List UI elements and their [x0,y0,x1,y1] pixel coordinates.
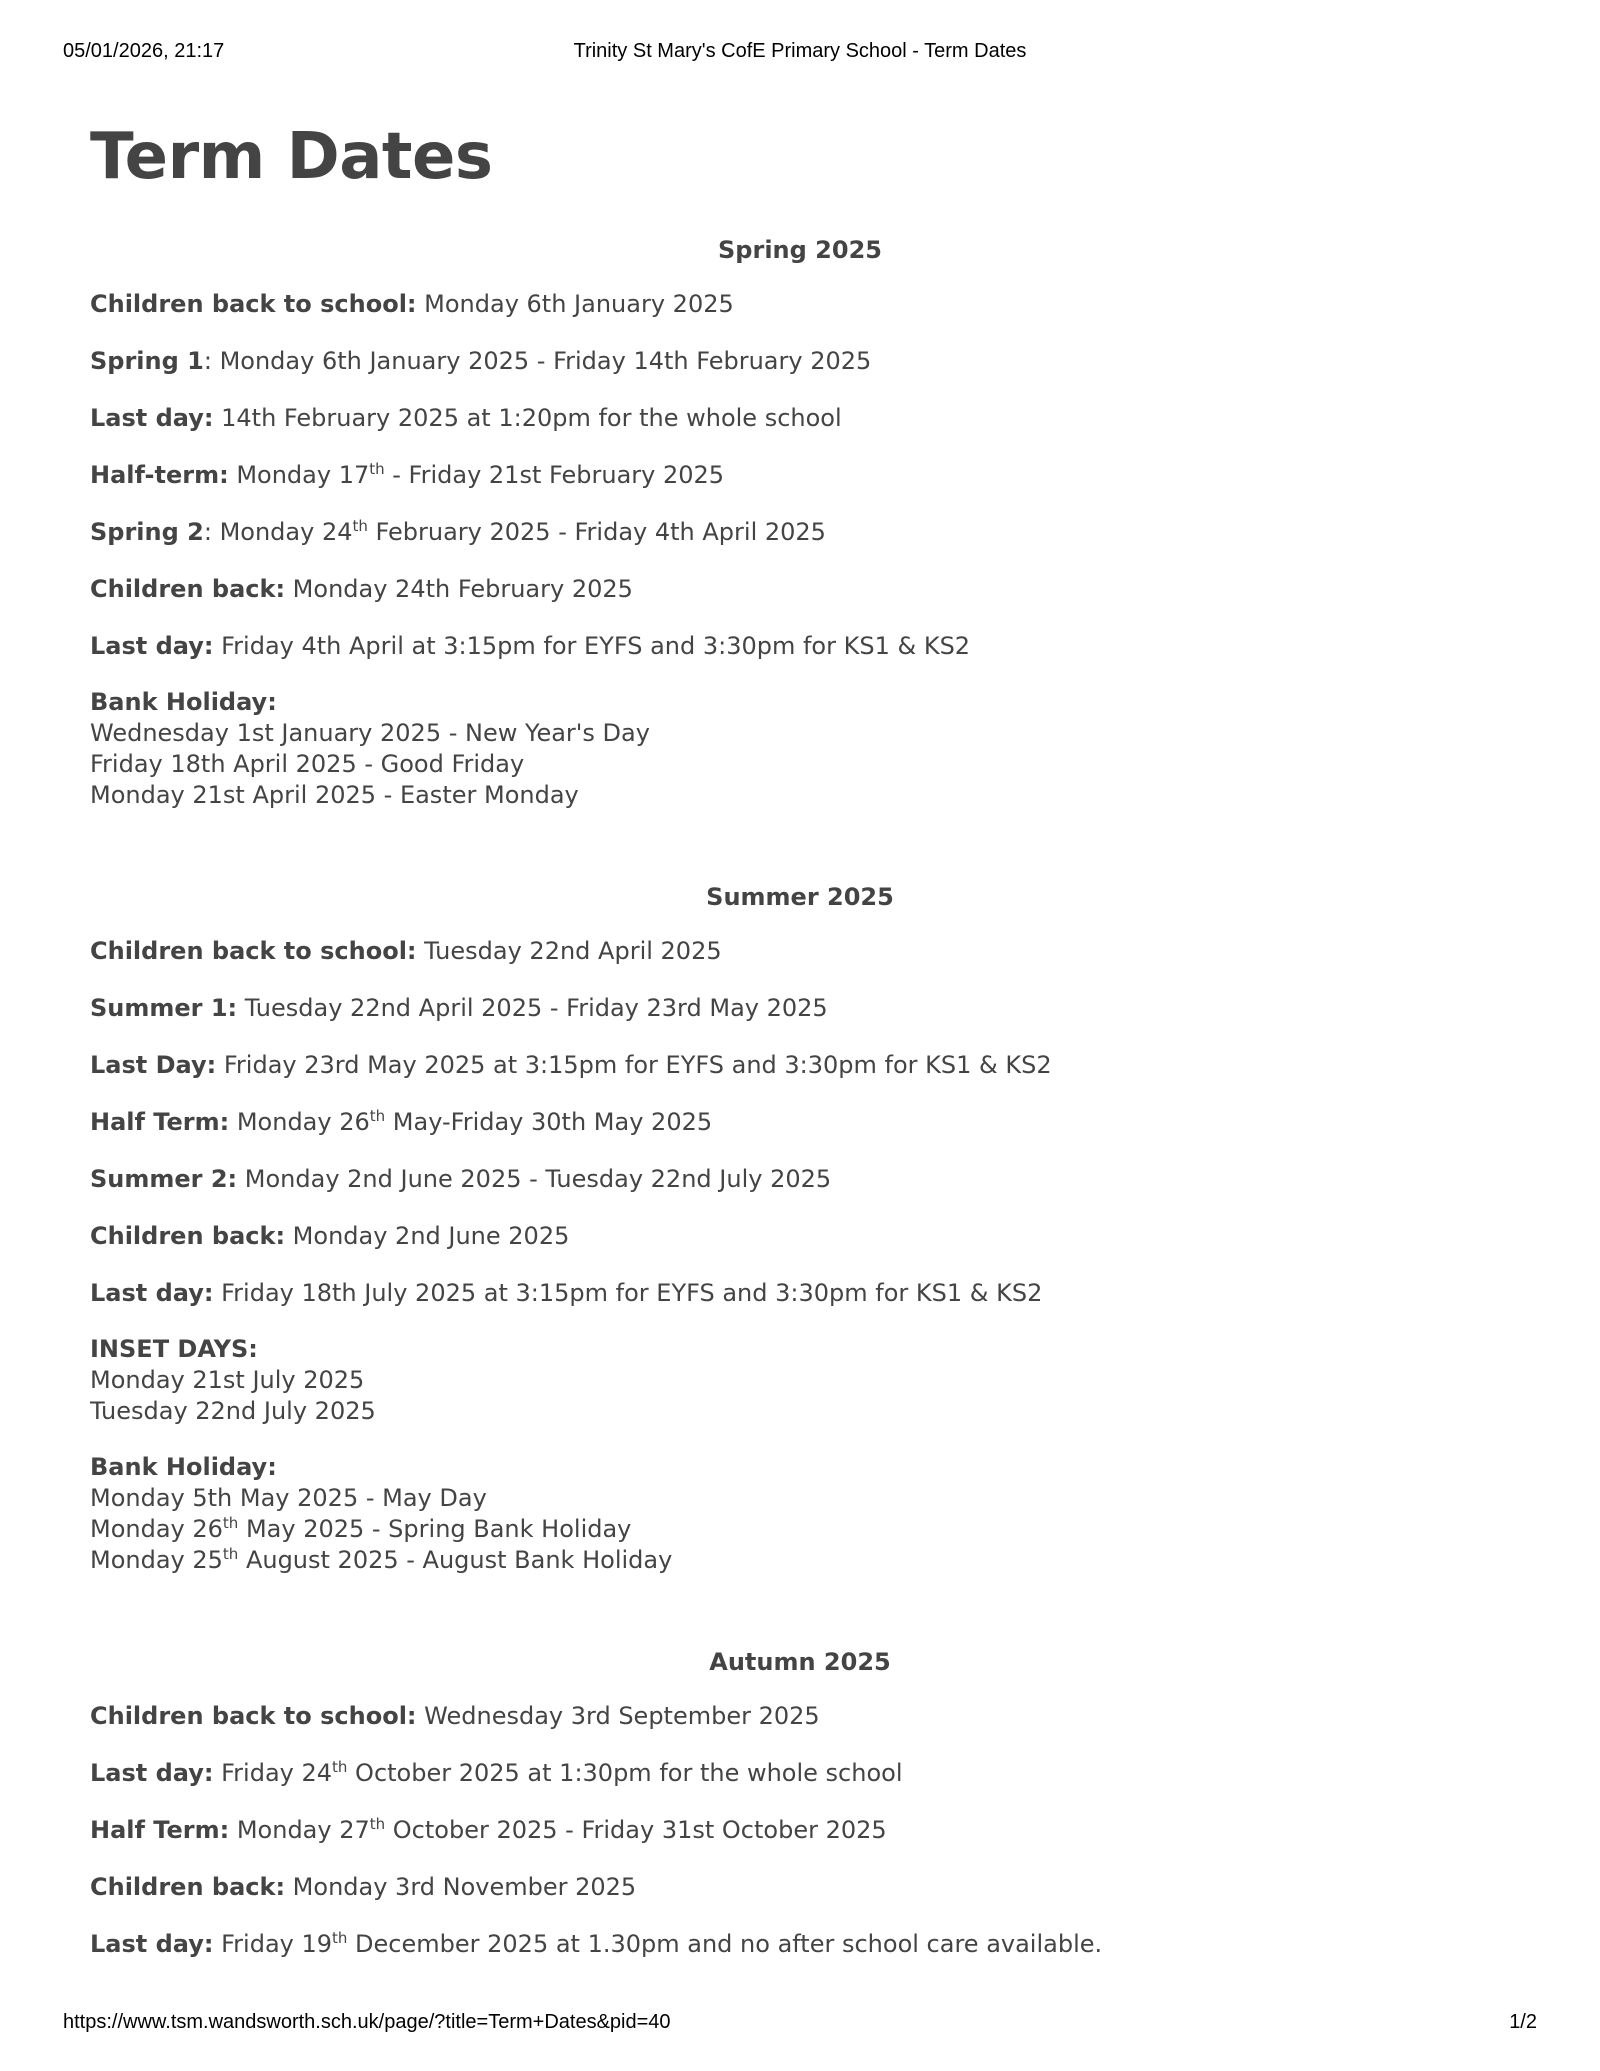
row-label: Half Term: [90,1108,230,1136]
term-row [90,935,1510,967]
print-doc-title: Trinity St Mary's CofE Primary School - Term Dates [573,40,1027,62]
row-value: Monday 2nd June 2025 - Tuesday 22nd July 2025 [237,1165,832,1193]
row-value: Monday 27 [229,1816,370,1844]
row-value: Friday 4th April at 3:15pm for EYFS and 3:30pm for KS1 & KS2 [213,632,971,660]
row-value: December 2025 at 1.30pm and no after school care available. [347,1930,1103,1958]
term-row [90,630,1510,662]
bank-holiday-block [90,687,1510,811]
row-value: Monday 17 [228,461,370,489]
ordinal-suffix: th [369,1107,386,1125]
row-value: Friday 23rd May 2025 at 3:15pm for EYFS and 3:30pm for KS1 & KS2 [216,1051,1052,1079]
section-summer [90,881,1510,1576]
list-item: Tuesday 22nd July 2025 [90,1397,376,1425]
row-label: Summer 2: [90,1165,238,1193]
row-value: Friday 24 [213,1759,333,1787]
ordinal-suffix: th [369,1815,386,1833]
list-item [90,1545,1510,1576]
line-part: August 2025 - August Bank Holiday [238,1546,673,1574]
term-row [90,459,1510,491]
ordinal-suffix: th [222,1514,239,1532]
ordinal-suffix: th [332,1758,348,1776]
row-value: October 2025 at 1:30pm for the whole school [347,1759,903,1787]
row-value: Friday 19 [213,1930,333,1958]
term-row [90,1106,1510,1138]
term-row [90,288,1510,320]
row-label: Last day: [90,404,214,432]
section-title: Summer 2025 [706,883,894,911]
row-label: Spring 2 [90,518,204,546]
row-label: Children back to school: [90,937,417,965]
row-value: February 2025 - Friday 4th April 2025 [367,518,826,546]
list-item: Friday 18th April 2025 - Good Friday [90,750,525,778]
bank-holiday-block [90,1452,1510,1576]
row-label: Last day: [90,1930,214,1958]
section-spring [90,234,1510,811]
page-title: Term Dates [90,120,493,194]
print-header [63,40,1537,68]
row-label: Children back: [90,1222,286,1250]
inset-days-block [90,1334,1510,1427]
row-label: Last day: [90,632,214,660]
term-row [90,992,1510,1024]
ordinal-suffix: th [222,1545,239,1563]
ordinal-suffix: th [332,1929,348,1947]
row-value: Friday 18th July 2025 at 3:15pm for EYFS and 3:30pm for KS1 & KS2 [213,1279,1043,1307]
line-part: Monday 26 [90,1515,223,1543]
block-label: Bank Holiday: [90,688,277,716]
print-url: https://www.tsm.wandsworth.sch.uk/page/?title=Term+Dates&pid=40 [63,2011,671,2033]
term-row [90,1871,1510,1903]
row-value: Monday 2nd June 2025 [285,1222,570,1250]
term-row [90,1928,1510,1960]
row-value: May-Friday 30th May 2025 [385,1108,713,1136]
term-row [90,1049,1510,1081]
row-value: 14th February 2025 at 1:20pm for the whole school [213,404,842,432]
section-title: Autumn 2025 [709,1648,891,1676]
term-row [90,1277,1510,1309]
ordinal-suffix: th [352,517,368,535]
row-label: Children back: [90,1873,286,1901]
main-content [90,112,1510,1985]
block-label: Bank Holiday: [90,1453,277,1481]
term-row [90,1700,1510,1732]
print-footer [63,2011,1537,2039]
ordinal-suffix: th [369,460,385,478]
row-value: Monday 26 [229,1108,370,1136]
row-value: Wednesday 3rd September 2025 [416,1702,820,1730]
row-label: Summer 1: [90,994,238,1022]
term-row [90,1757,1510,1789]
row-label: Half Term: [90,1816,230,1844]
list-item: Monday 21st July 2025 [90,1366,365,1394]
row-value: October 2025 - Friday 31st October 2025 [385,1816,887,1844]
term-row [90,1163,1510,1195]
row-value: : Monday 6th January 2025 - Friday 14th February 2025 [203,347,872,375]
row-value: Tuesday 22nd April 2025 [416,937,722,965]
row-label: Children back to school: [90,1702,417,1730]
row-value: - Friday 21st February 2025 [384,461,725,489]
row-label: Last day: [90,1759,214,1787]
term-row [90,402,1510,434]
line-part: Monday 25 [90,1546,223,1574]
section-title: Spring 2025 [718,236,882,264]
term-row [90,345,1510,377]
print-datetime: 05/01/2026, 21:17 [63,40,225,62]
term-row [90,516,1510,548]
block-label: INSET DAYS: [90,1335,258,1363]
row-label: Last day: [90,1279,214,1307]
row-value: Monday 24th February 2025 [285,575,633,603]
list-item: Monday 5th May 2025 - May Day [90,1484,487,1512]
term-row [90,1814,1510,1846]
row-value: Monday 3rd November 2025 [285,1873,637,1901]
row-label: Last Day: [90,1051,217,1079]
row-value: Monday 6th January 2025 [416,290,734,318]
term-row [90,1220,1510,1252]
section-autumn [90,1646,1510,1960]
row-label: Half-term: [90,461,229,489]
list-item: Wednesday 1st January 2025 - New Year's Day [90,719,650,747]
row-value: : Monday 24 [203,518,353,546]
term-row [90,573,1510,605]
row-value: Tuesday 22nd April 2025 - Friday 23rd May 2025 [237,994,828,1022]
list-item [90,1514,1510,1545]
list-item: Monday 21st April 2025 - Easter Monday [90,781,579,809]
line-part: May 2025 - Spring Bank Holiday [238,1515,632,1543]
row-label: Children back to school: [90,290,417,318]
row-label: Spring 1 [90,347,204,375]
page-number: 1/2 [1509,2011,1537,2033]
row-label: Children back: [90,575,286,603]
